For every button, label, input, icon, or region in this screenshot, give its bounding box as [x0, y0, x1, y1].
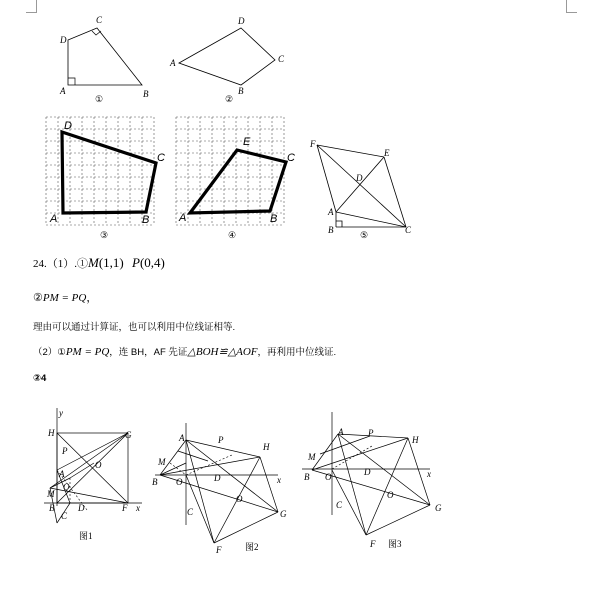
answer-24-1-2	[33, 289, 97, 305]
point-label-A: A	[170, 58, 176, 68]
equation-pm-pq-2: PM = PQ	[65, 346, 110, 358]
page-corner-mark-left	[26, 0, 37, 13]
answer-24-1-2-suffix: ，	[86, 292, 98, 304]
point-P-coordinates: (0,4)	[139, 255, 165, 270]
figure-3-grid-quadrilateral	[42, 115, 167, 240]
answer-24-1-2-prefix: ②	[33, 292, 43, 304]
point-label-A: A	[179, 433, 185, 443]
point-label-G: G	[125, 430, 132, 440]
figure-2-quadrilateral	[165, 10, 295, 105]
point-label-G: G	[435, 503, 442, 513]
point-label-B: B	[152, 477, 158, 487]
axis-label-y: y	[59, 408, 63, 418]
figure-number-2: ②	[225, 94, 234, 104]
point-label-B: B	[328, 225, 334, 235]
point-label-P: P	[218, 435, 224, 445]
point-label-A: A	[50, 213, 58, 225]
point-label-F: F	[122, 503, 128, 513]
point-label-H: H	[412, 435, 419, 445]
answer-24-1	[33, 255, 165, 271]
point-P: P	[132, 255, 140, 270]
point-label-D: D	[60, 35, 67, 45]
figure-1-quadrilateral	[40, 10, 170, 105]
axis-label-x: x	[427, 469, 431, 479]
point-label-P: P	[368, 428, 374, 438]
answer-24-2-end: ，再利用中位线证.	[257, 347, 337, 358]
point-label-D: D	[214, 473, 221, 483]
point-label-C: C	[278, 54, 285, 64]
point-label-M: M	[158, 457, 166, 467]
point-label-B: B	[304, 472, 310, 482]
point-label-A: A	[338, 427, 344, 437]
point-label-P: P	[62, 446, 68, 456]
point-label-C: C	[61, 511, 68, 521]
triangle-congruence: △BOH≌△AOF	[187, 346, 258, 358]
point-label-D: D	[356, 173, 363, 183]
point-label-D: D	[78, 503, 85, 513]
figure-number-5: ⑤	[360, 230, 369, 240]
point-label-C: C	[287, 152, 295, 164]
point-label-A: A	[328, 207, 334, 217]
point-label-O-2: O	[387, 490, 394, 500]
point-label-C: C	[336, 500, 343, 510]
point-label-M: M	[308, 452, 316, 462]
point-label-O: O	[176, 477, 183, 487]
point-label-E: E	[243, 136, 251, 148]
figure-4-grid-quadrilateral	[170, 115, 300, 240]
point-label-D: D	[364, 467, 371, 477]
answer-24-2-prefix: （2）①	[33, 347, 66, 358]
point-label-C: C	[405, 225, 412, 235]
point-label-Q: Q	[63, 482, 70, 492]
point-label-B: B	[49, 503, 55, 513]
point-label-D: D	[238, 16, 245, 26]
figure-caption-2: 图2	[245, 542, 259, 552]
figure-number-3: ③	[100, 230, 109, 240]
point-label-A: A	[60, 86, 66, 96]
point-label-G: G	[280, 509, 287, 519]
point-M: M	[88, 255, 99, 270]
figure-caption-1: 图1	[79, 531, 93, 541]
reason-text: 理由可以通过计算证，也可以利用中位线证相等.	[33, 322, 236, 333]
point-label-O: O	[95, 460, 102, 470]
bottom-figure-2	[150, 415, 290, 555]
point-label-F: F	[216, 545, 222, 555]
bottom-figure-1	[32, 408, 162, 543]
point-label-A: A	[59, 469, 65, 479]
point-label-B: B	[270, 213, 278, 225]
point-label-H: H	[263, 442, 270, 452]
point-label-B: B	[142, 214, 150, 226]
axis-label-x: x	[277, 475, 281, 485]
figure-5-construction	[305, 135, 425, 240]
point-label-B: B	[143, 89, 149, 99]
answer-24-2	[33, 344, 336, 358]
point-label-B: B	[238, 86, 244, 96]
point-M-coordinates: (1,1)	[98, 255, 124, 270]
equation-pm-pq: PM = PQ	[42, 292, 87, 304]
point-label-F: F	[370, 539, 376, 549]
figure-number-1: ①	[95, 94, 104, 104]
point-label-M: M	[47, 489, 55, 499]
point-label-O-2: O	[236, 494, 243, 504]
answer-24-1-prefix: 24.（1）.①	[33, 258, 88, 270]
bottom-figure-3	[300, 410, 450, 550]
point-label-E: E	[384, 148, 390, 158]
page-corner-mark-right	[566, 0, 577, 13]
figure-number-4: ④	[228, 230, 237, 240]
answer-24-2-middle: ，连 BH，AF 先证	[109, 347, 188, 358]
point-label-A: A	[179, 212, 187, 224]
point-label-D: D	[64, 120, 72, 132]
point-label-H: H	[48, 428, 55, 438]
point-label-C: C	[96, 15, 103, 25]
axis-label-x: x	[136, 503, 140, 513]
point-label-C: C	[187, 507, 194, 517]
point-label-O: O	[325, 472, 332, 482]
point-label-F: F	[310, 139, 316, 149]
point-label-C: C	[157, 152, 165, 164]
answer-24-2-2: ②4	[33, 373, 47, 384]
figure-caption-3: 图3	[388, 539, 402, 549]
